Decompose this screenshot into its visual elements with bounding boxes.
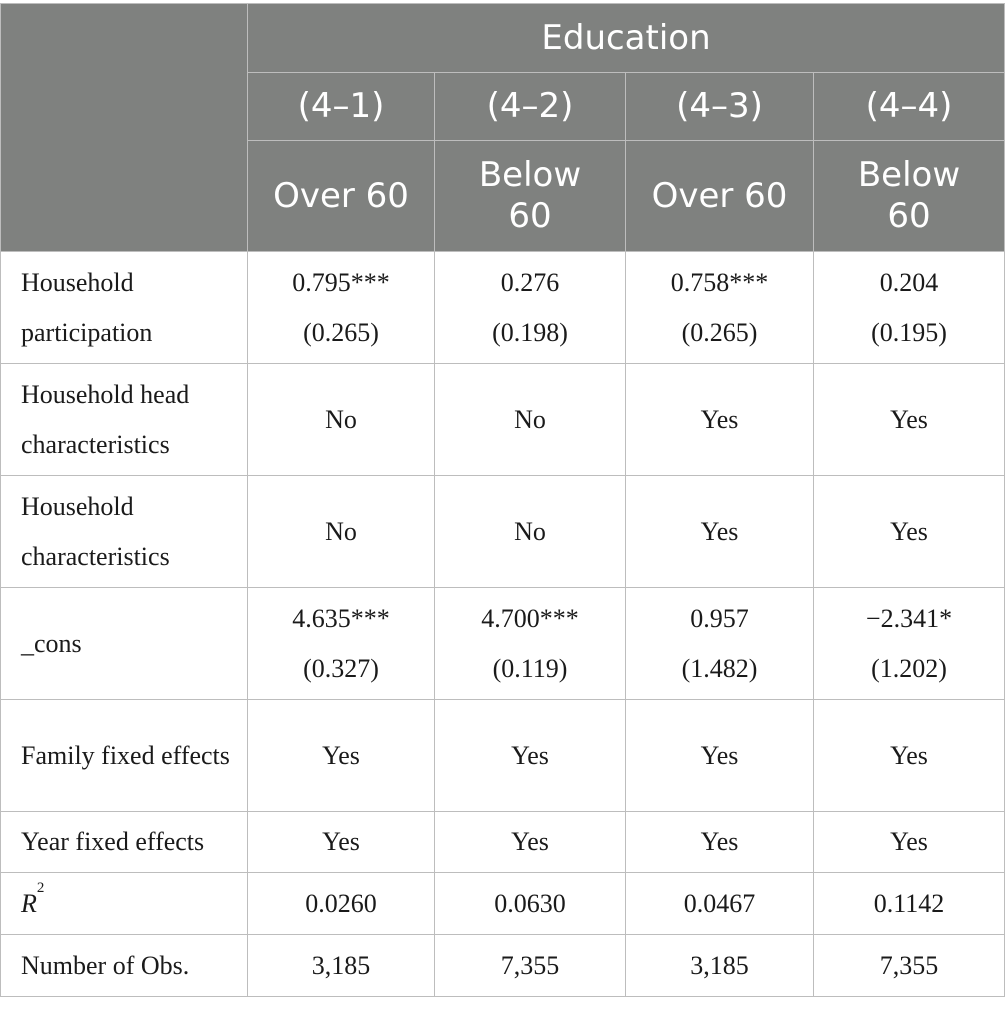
- table-cell: [814, 252, 1005, 364]
- table-cell: 0.0630: [435, 873, 626, 935]
- row-label: Family fixed effects: [1, 700, 248, 812]
- table-cell: No: [248, 476, 435, 588]
- table-cell: 7,355: [435, 935, 626, 997]
- column-id: (4–1): [248, 73, 435, 141]
- table-cell: Yes: [626, 812, 814, 873]
- table-cell: [626, 252, 814, 364]
- table-row: [1, 873, 1005, 935]
- standard-error: (1.482): [681, 653, 758, 683]
- table-cell: Yes: [626, 476, 814, 588]
- table-row: [1, 364, 1005, 476]
- coefficient: 0.758***: [670, 267, 769, 297]
- column-group-text: Below 60: [478, 155, 582, 236]
- table-row: [1, 476, 1005, 588]
- table-cell: [248, 252, 435, 364]
- coefficient: 0.276: [500, 267, 560, 297]
- table-cell: Yes: [626, 364, 814, 476]
- standard-error: (0.265): [303, 317, 379, 347]
- column-group-label: [435, 141, 626, 252]
- table-cell: 3,185: [248, 935, 435, 997]
- table-cell: 7,355: [814, 935, 1005, 997]
- row-label: Household head characteristics: [1, 364, 248, 476]
- column-group-text: Over 60: [651, 175, 788, 216]
- table-cell: Yes: [435, 700, 626, 812]
- table-cell: Yes: [248, 700, 435, 812]
- table-cell: [626, 588, 814, 700]
- standard-error: (1.202): [871, 653, 947, 683]
- standard-error: (0.195): [871, 317, 947, 347]
- row-label: Household participation: [1, 252, 248, 364]
- table-row: [1, 812, 1005, 873]
- standard-error: (0.119): [492, 653, 568, 683]
- table-cell: [435, 588, 626, 700]
- table-cell: [248, 588, 435, 700]
- table-cell: Yes: [814, 700, 1005, 812]
- table-cell: [435, 252, 626, 364]
- coefficient: −2.341*: [865, 603, 953, 633]
- table-cell: 0.0260: [248, 873, 435, 935]
- coefficient: 4.635***: [292, 603, 390, 633]
- column-group-label: [626, 141, 814, 252]
- table-cell: Yes: [435, 812, 626, 873]
- table-cell: No: [435, 476, 626, 588]
- regression-table: [0, 3, 1005, 997]
- standard-error: (0.198): [492, 317, 568, 347]
- group-title: Education: [248, 4, 1005, 73]
- coefficient: 4.700***: [481, 603, 579, 633]
- header-corner-cell: [1, 4, 248, 252]
- column-id: (4–4): [814, 73, 1005, 141]
- row-label-r-squared: [1, 873, 248, 935]
- table-cell: [814, 588, 1005, 700]
- column-group-text: Over 60: [273, 175, 409, 216]
- coefficient: 0.957: [690, 603, 749, 633]
- column-group-label: [814, 141, 1005, 252]
- table-cell: Yes: [626, 700, 814, 812]
- table-cell: 0.0467: [626, 873, 814, 935]
- coefficient: 0.204: [879, 267, 939, 297]
- table-cell: Yes: [248, 812, 435, 873]
- table-cell: 0.1142: [814, 873, 1005, 935]
- column-id: (4–3): [626, 73, 814, 141]
- coefficient: 0.795***: [292, 267, 390, 297]
- table-row: [1, 588, 1005, 700]
- table-row: [1, 252, 1005, 364]
- row-label: Year fixed effects: [1, 812, 248, 873]
- table-cell: Yes: [814, 476, 1005, 588]
- table-cell: Yes: [814, 364, 1005, 476]
- table-row: [1, 700, 1005, 812]
- column-group-text: Below 60: [857, 155, 961, 236]
- table-row: [1, 935, 1005, 997]
- column-id: (4–2): [435, 73, 626, 141]
- table-cell: No: [248, 364, 435, 476]
- table-cell: 3,185: [626, 935, 814, 997]
- standard-error: (0.265): [681, 317, 758, 347]
- row-label: Number of Obs.: [1, 935, 248, 997]
- standard-error: (0.327): [303, 653, 379, 683]
- table-cell: No: [435, 364, 626, 476]
- row-label: _cons: [1, 588, 248, 700]
- column-group-label: [248, 141, 435, 252]
- table-cell: Yes: [814, 812, 1005, 873]
- r-symbol: R: [21, 888, 37, 918]
- superscript-2: 2: [36, 879, 45, 896]
- row-label: Household characteristics: [1, 476, 248, 588]
